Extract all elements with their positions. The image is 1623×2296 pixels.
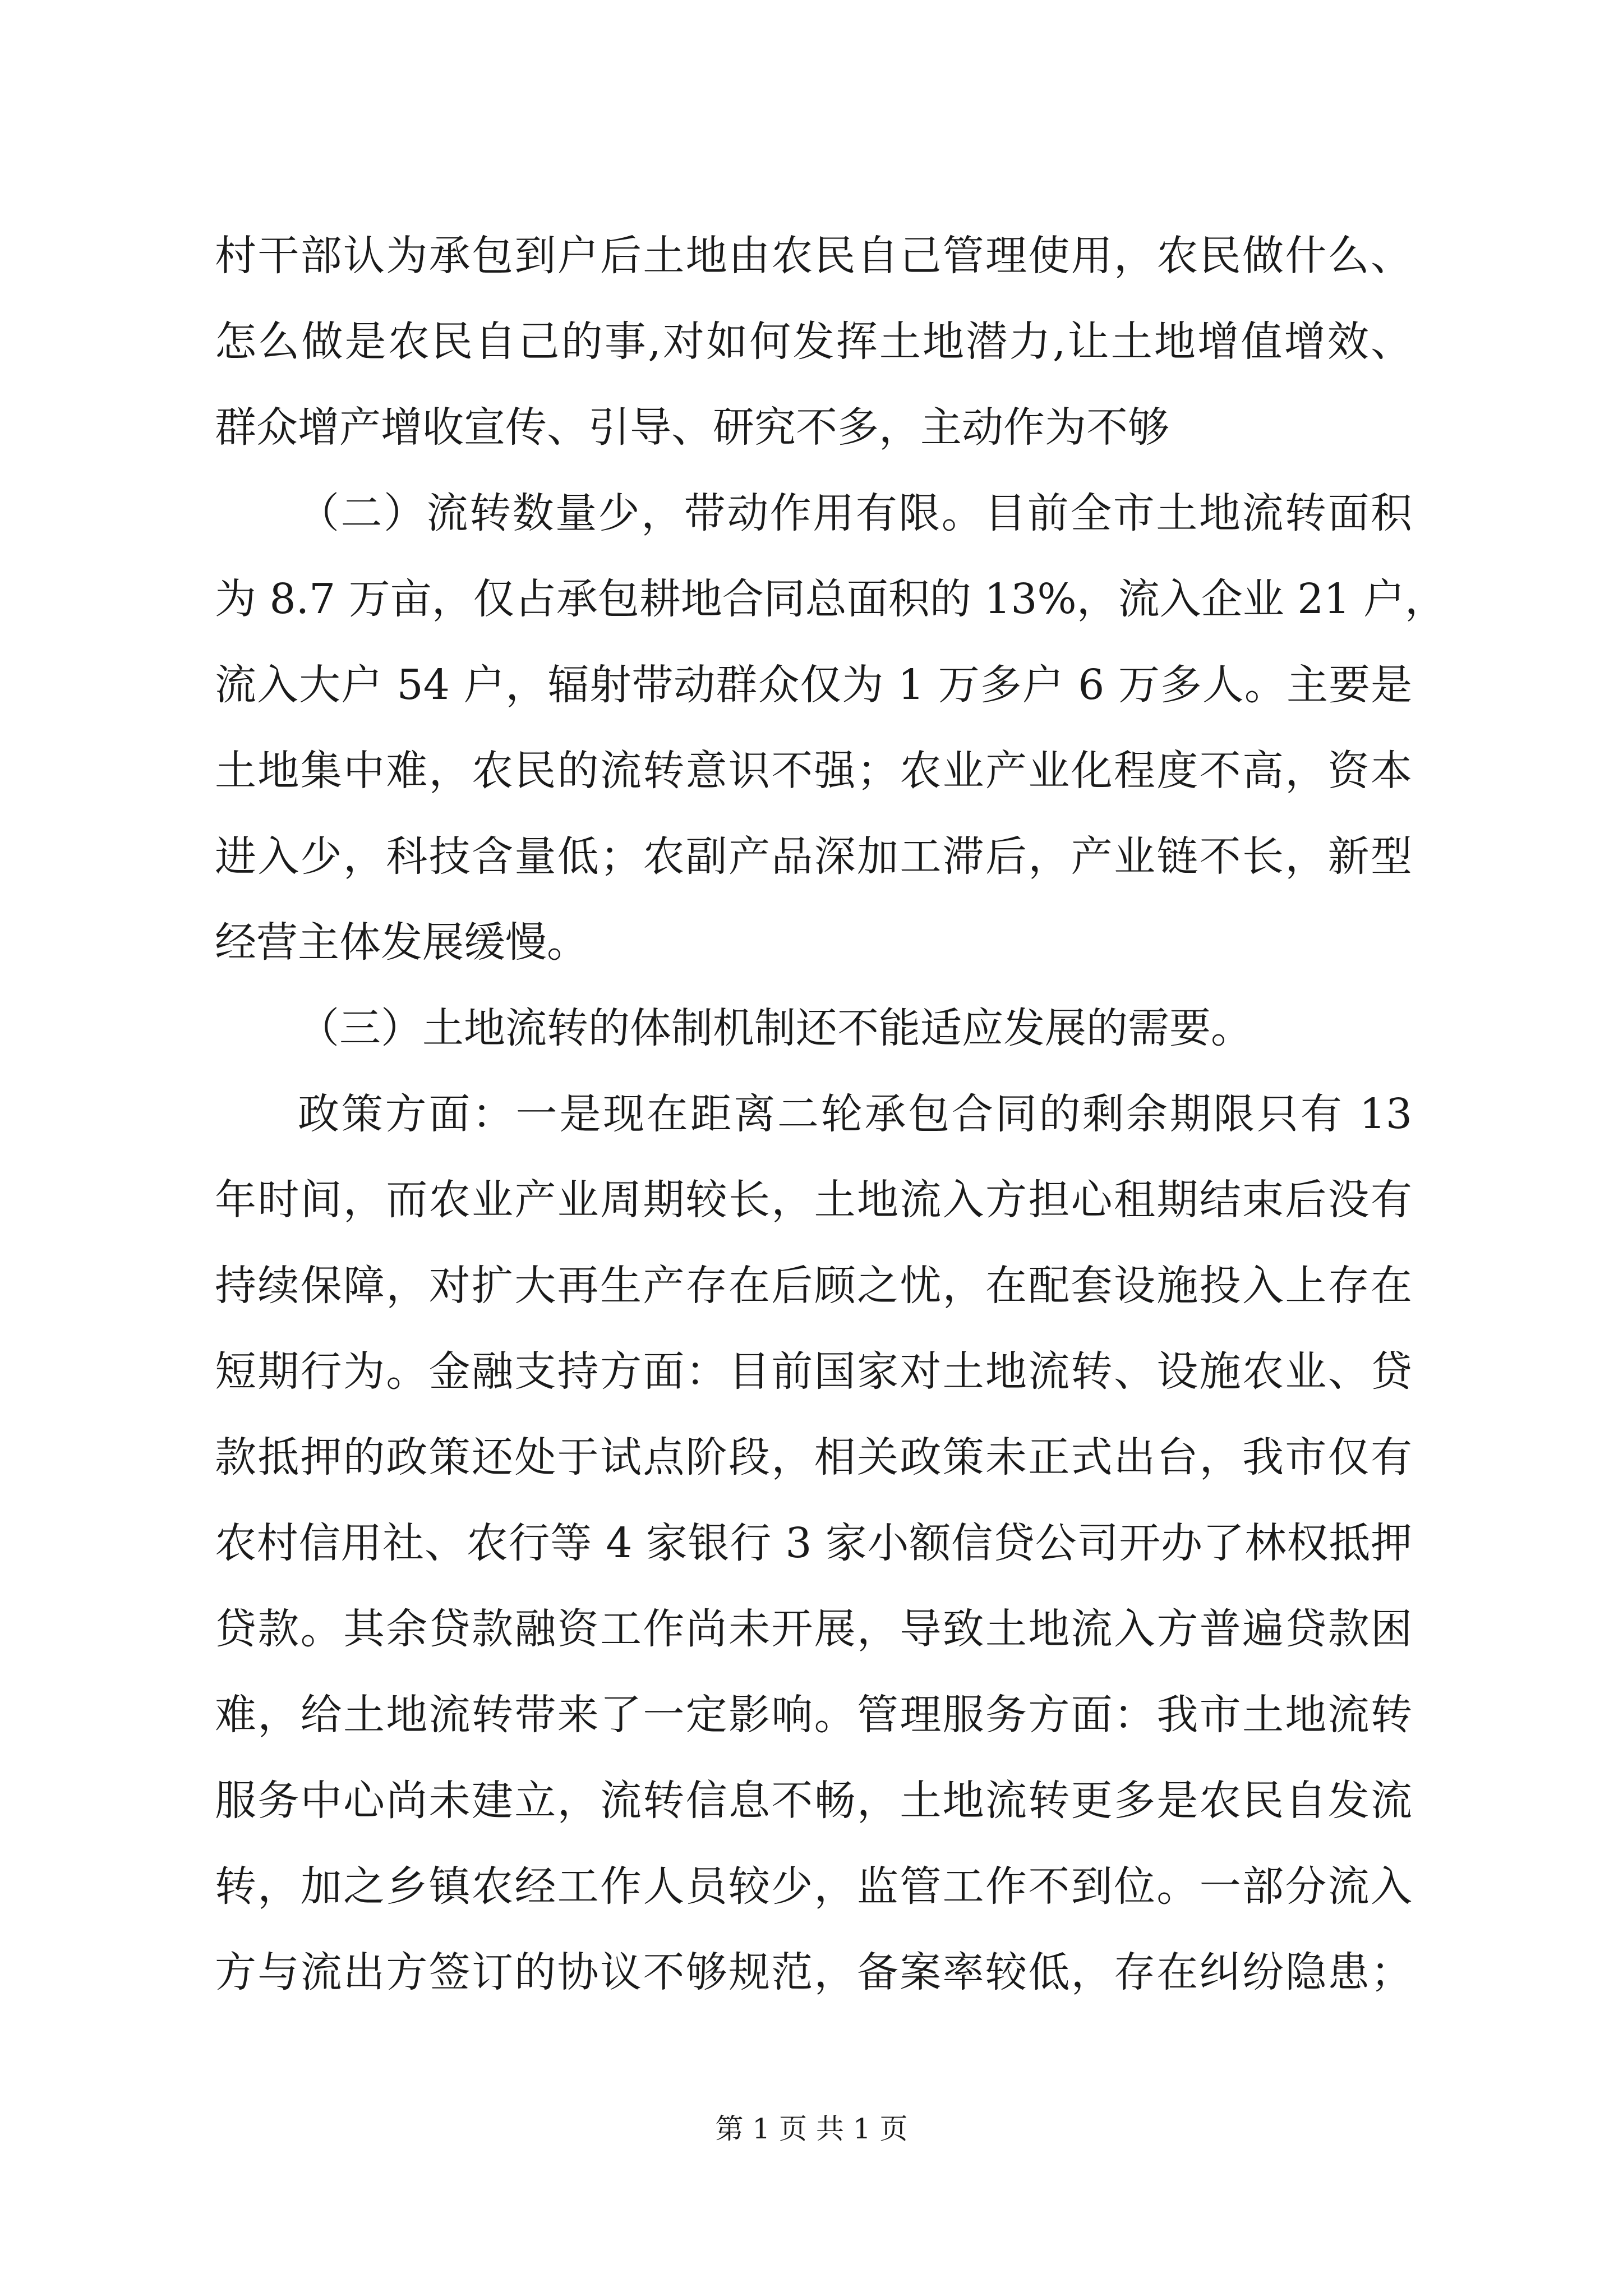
- text-line: 转，加之乡镇农经工作人员较少，监管工作不到位。一部分流入: [215, 1862, 1412, 1911]
- text-line: 为 8.7 万亩，仅占承包耕地合同总面积的 13%，流入企业 21 户，: [215, 575, 1446, 623]
- text-line: 服务中心尚未建立，流转信息不畅，土地流转更多是农民自发流: [215, 1777, 1412, 1825]
- text-line: 贷款。其余贷款融资工作尚未开展，导致土地流入方普遍贷款困: [215, 1605, 1412, 1653]
- text-line: 土地集中难，农民的流转意识不强；农业产业化程度不高，资本: [215, 747, 1412, 795]
- text-line: 怎么做是农民自己的事,对如何发挥土地潜力,让土地增值增效、: [215, 318, 1412, 366]
- text-line: 政策方面：一是现在距离二轮承包合同的剩余期限只有 13: [298, 1090, 1412, 1138]
- text-line: 持续保障，对扩大再生产存在后顾之忧，在配套设施投入上存在: [215, 1262, 1412, 1310]
- text-line: 农村信用社、农行等 4 家银行 3 家小额信贷公司开办了林权抵押: [215, 1519, 1412, 1567]
- text-line: 经营主体发展缓慢。: [215, 918, 588, 967]
- page-footer: 第 1 页 共 1 页: [715, 2113, 908, 2145]
- text-line: 村干部认为承包到户后土地由农民自己管理使用，农民做什么、: [215, 232, 1412, 280]
- text-line: （三）土地流转的体制机制还不能适应发展的需要。: [298, 1004, 1252, 1052]
- document-body: [215, 213, 1446, 2016]
- text-line: 款抵押的政策还处于试点阶段，相关政策未正式出台，我市仅有: [215, 1433, 1412, 1481]
- text-line: 群众增产增收宣传、引导、研究不多，主动作为不够: [215, 403, 1169, 452]
- text-line: 短期行为。金融支持方面：目前国家对土地流转、设施农业、贷: [215, 1347, 1412, 1396]
- text-line: （二）流转数量少，带动作用有限。目前全市土地流转面积: [298, 489, 1412, 537]
- text-line: 流入大户 54 户，辐射带动群众仅为 1 万多户 6 万多人。主要是: [215, 661, 1412, 709]
- text-line: 难，给土地流转带来了一定影响。管理服务方面：我市土地流转: [215, 1691, 1412, 1739]
- text-line: 进入少，科技含量低；农副产品深加工滞后，产业链不长，新型: [215, 832, 1412, 881]
- text-line: 方与流出方签订的协议不够规范，备案率较低，存在纠纷隐患；: [215, 1948, 1412, 1996]
- text-line: 年时间，而农业产业周期较长，土地流入方担心租期结束后没有: [215, 1176, 1412, 1224]
